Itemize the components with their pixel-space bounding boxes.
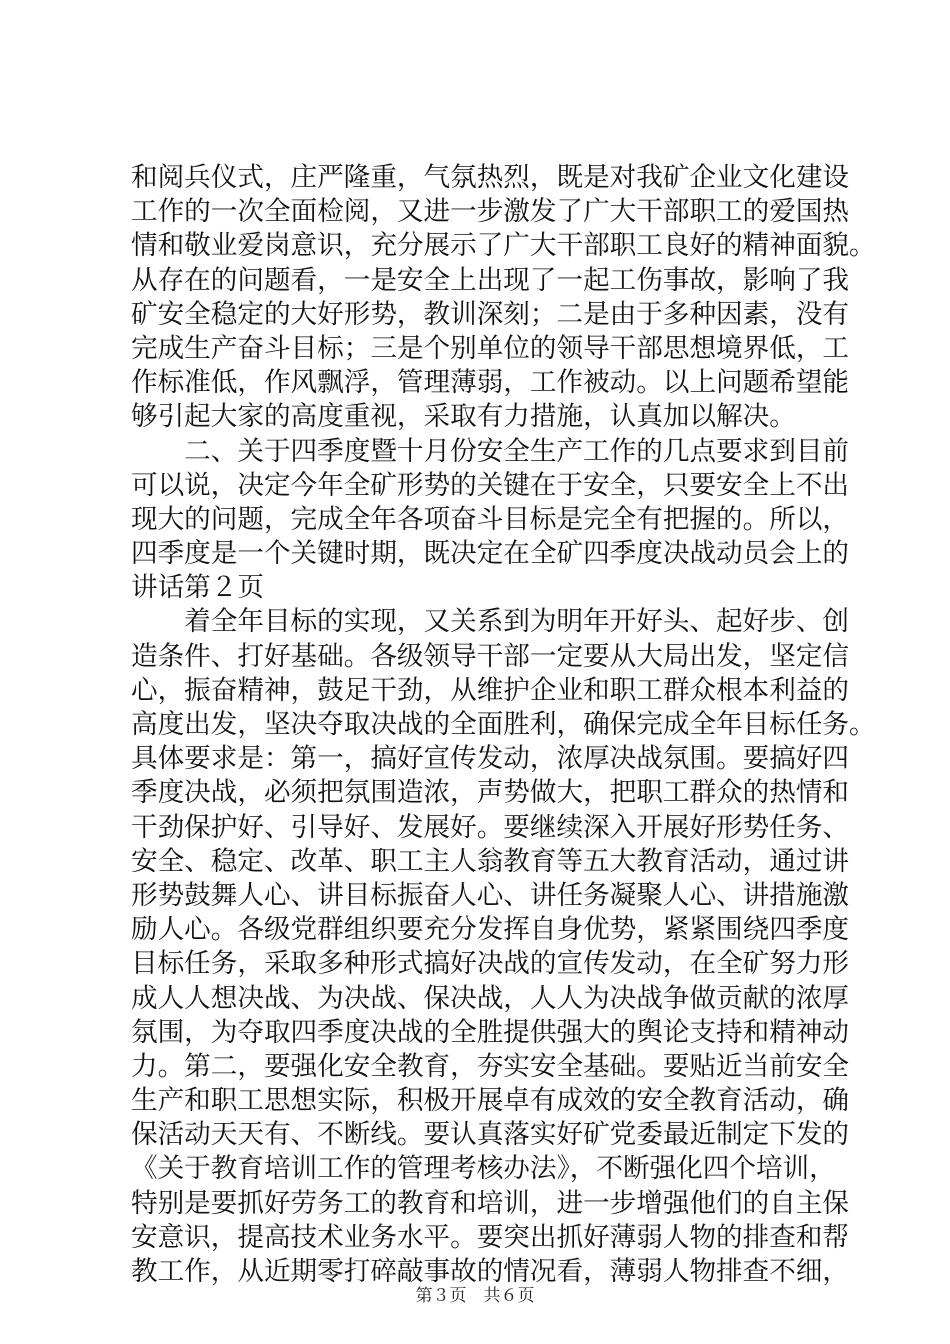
- text-line: 四季度是一个关键时期，既决定在全矿四季度决战动员会上的: [131, 538, 850, 570]
- paragraph-section-two: [131, 435, 850, 606]
- text-line: 讲话第２页: [131, 572, 264, 604]
- text-line: 力。第二，要强化安全教育，夯实安全基础。要贴近当前安全: [131, 1050, 850, 1082]
- text-line: 作标准低，作风飘浮，管理薄弱，工作被动。以上问题希望能: [131, 367, 850, 399]
- text-line: 着全年目标的实现，又关系到为明年开好头、起好步、创: [131, 606, 850, 638]
- text-line: 从存在的问题看，一是安全上出现了一起工伤事故，影响了我: [131, 264, 850, 296]
- document-body: [131, 161, 876, 1289]
- text-line: 完成生产奋斗目标；三是个别单位的领导干部思想境界低，工: [131, 332, 850, 364]
- text-line: 高度出发，坚决夺取决战的全面胜利，确保完成全年目标任务。: [131, 709, 876, 740]
- text-line: 特别是要抓好劳务工的教育和培训，进一步增强他们的自主保: [131, 1187, 850, 1219]
- text-line: 干劲保护好、引导好、发展好。要继续深入开展好形势任务、: [131, 811, 850, 843]
- text-line: 励人心。各级党群组织要充分发挥自身优势，紧紧围绕四季度: [131, 914, 850, 946]
- text-line: 可以说，决定今年全矿形势的关键在于安全，只要安全上不出: [131, 469, 850, 501]
- text-line: 安全、稳定、改革、职工主人翁教育等五大教育活动，通过讲: [131, 845, 850, 877]
- text-line: 造条件、打好基础。各级领导干部一定要从大局出发，坚定信: [131, 640, 850, 672]
- text-line: 安意识，提高技术业务水平。要突出抓好薄弱人物的排查和帮: [131, 1221, 850, 1253]
- text-line: 《关于教育培训工作的管理考核办法》，不断强化四个培训，: [131, 1153, 836, 1185]
- page-number: 第３页 共６页: [415, 1286, 535, 1306]
- text-line: 成人人想决战、为决战、保决战，人人为决战争做贡献的浓厚: [131, 982, 850, 1014]
- text-line: 现大的问题，完成全年各项奋斗目标是完全有把握的。所以，: [131, 503, 850, 535]
- page-footer: [0, 1281, 950, 1306]
- text-line: 够引起大家的高度重视，采取有力措施，认真加以解决。: [131, 401, 796, 433]
- text-line: 心，振奋精神，鼓足干劲，从维护企业和职工群众根本利益的: [131, 674, 850, 706]
- text-line: 情和敬业爱岗意识，充分展示了广大干部职工良好的精神面貌。: [131, 230, 876, 262]
- text-line: 氛围，为夺取四季度决战的全胜提供强大的舆论支持和精神动: [131, 1016, 850, 1048]
- text-line: 保活动天天有、不断线。要认真落实好矿党委最近制定下发的: [131, 1119, 850, 1151]
- paragraph-requirements: [131, 605, 876, 1289]
- text-line: 二、关于四季度暨十月份安全生产工作的几点要求到目前: [131, 435, 850, 467]
- text-line: 矿安全稳定的大好形势，教训深刻；二是由于多种因素，没有: [131, 298, 850, 330]
- text-line: 季度决战，必须把氛围造浓，声势做大，把职工群众的热情和: [131, 777, 850, 809]
- text-line: 目标任务，采取多种形式搞好决战的宣传发动，在全矿努力形: [131, 948, 850, 980]
- text-line: 生产和职工思想实际，积极开展卓有成效的安全教育活动，确: [131, 1085, 850, 1117]
- text-line: 具体要求是：第一，搞好宣传发动，浓厚决战氛围。要搞好四: [131, 743, 850, 775]
- text-line: 形势鼓舞人心、讲目标振奋人心、讲任务凝聚人心、讲措施激: [131, 879, 850, 911]
- paragraph-summary: [131, 161, 876, 435]
- text-line: 工作的一次全面检阅，又进一步激发了广大干部职工的爱国热: [131, 196, 850, 228]
- text-line: 教工作，从近期零打碎敲事故的情况看，薄弱人物排查不细，: [131, 1256, 850, 1287]
- text-line: 和阅兵仪式，庄严隆重，气氛热烈，既是对我矿企业文化建设: [131, 162, 850, 193]
